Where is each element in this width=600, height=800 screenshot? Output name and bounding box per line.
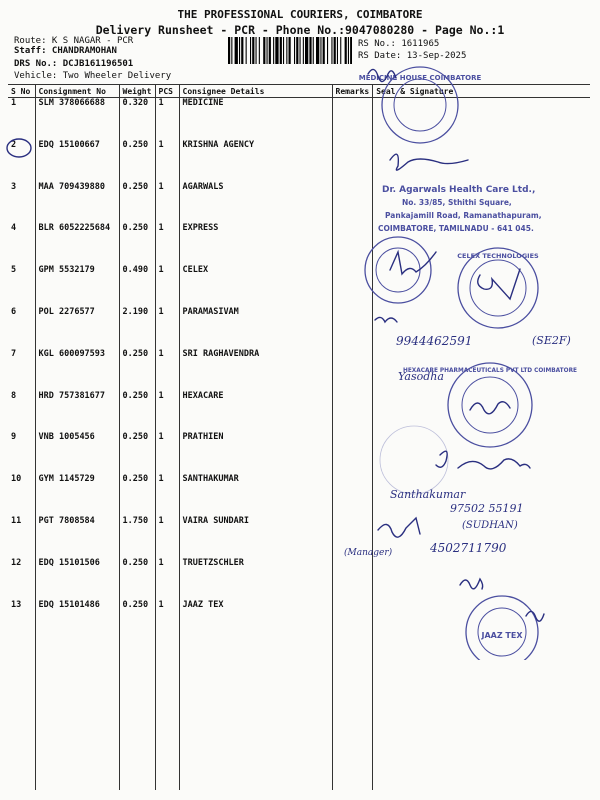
cell-sno: 12 xyxy=(8,558,35,600)
signature-row8 xyxy=(470,402,510,414)
cell-pcs: 1 xyxy=(155,140,179,182)
cell-weight: 1.750 xyxy=(119,516,155,558)
signature-row11 xyxy=(378,518,420,537)
celex-text: CELEX TECHNOLOGIES xyxy=(457,252,539,260)
signature-row6 xyxy=(375,317,397,322)
faint-stamp-row9 xyxy=(380,426,448,494)
rs-date: RS Date: 13-Sep-2025 xyxy=(358,51,467,61)
signatures-stamps xyxy=(330,60,600,660)
cell-consignee: SANTHAKUMAR xyxy=(179,474,332,516)
jaaz-tex-stamp xyxy=(466,596,538,660)
medicine-house-stamp xyxy=(359,67,482,143)
cell-consignee: JAAZ TEX xyxy=(179,600,332,790)
cell-pcs: 1 xyxy=(155,600,179,790)
cell-consignment: GPM 5532179 xyxy=(35,265,119,307)
col-sno: S No xyxy=(8,85,35,98)
signature-row4 xyxy=(390,252,436,274)
celex-stamp xyxy=(457,248,539,328)
svg-text:COIMBATORE, TAMILNADU - 641 04: COIMBATORE, TAMILNADU - 641 045. xyxy=(378,224,534,233)
cell-consignee: PRATHIEN xyxy=(179,432,332,474)
cell-pcs: 1 xyxy=(155,516,179,558)
col-remarks: Remarks xyxy=(332,85,373,98)
cell-consignee: TRUETZSCHLER xyxy=(179,558,332,600)
svg-text:Pankajamill Road, Ramanathapur: Pankajamill Road, Ramanathapuram, xyxy=(385,211,542,220)
cell-weight: 0.250 xyxy=(119,558,155,600)
cell-sno: 13 xyxy=(8,600,35,790)
cell-weight: 0.250 xyxy=(119,600,155,790)
cell-pcs: 1 xyxy=(155,391,179,433)
cell-consignee: SRI RAGHAVENDRA xyxy=(179,349,332,391)
name-row7: Yasodha xyxy=(398,370,444,383)
cell-sno: 4 xyxy=(8,223,35,265)
jaaz-text: JAAZ TEX xyxy=(481,631,523,640)
cell-sno: 11 xyxy=(8,516,35,558)
cell-sno: 8 xyxy=(8,391,35,433)
cell-pcs: 1 xyxy=(155,349,179,391)
cell-sno: 5 xyxy=(8,265,35,307)
cell-pcs: 1 xyxy=(155,223,179,265)
svg-text:No. 33/85, Sthithi Square,: No. 33/85, Sthithi Square, xyxy=(402,198,512,207)
cell-pcs: 1 xyxy=(155,474,179,516)
cell-sno: 6 xyxy=(8,307,35,349)
cell-pcs: 1 xyxy=(155,307,179,349)
name-row10: Santhakumar xyxy=(390,488,466,501)
col-seal: Seal & Signature xyxy=(373,85,590,98)
cell-sno: 1 xyxy=(8,98,35,140)
code-row6: (SE2F) xyxy=(532,334,571,347)
signature-row13 xyxy=(526,611,544,621)
cell-pcs: 1 xyxy=(155,98,179,140)
svg-text:Dr. Agarwals Health Care Ltd.,: Dr. Agarwals Health Care Ltd., xyxy=(382,185,536,195)
signature-row9 xyxy=(436,451,530,469)
cell-weight: 0.250 xyxy=(119,140,155,182)
runsheet-title: Delivery Runsheet - PCR - Phone No.:9047080280 - Page No.:1 xyxy=(95,23,505,37)
cell-weight: 0.250 xyxy=(119,223,155,265)
cell-weight: 2.190 xyxy=(119,307,155,349)
cell-consignment: MAA 709439880 xyxy=(35,182,119,224)
phone-row10: 97502 55191 xyxy=(450,502,524,515)
cell-consignment: GYM 1145729 xyxy=(35,474,119,516)
cell-pcs: 1 xyxy=(155,265,179,307)
cell-weight: 0.320 xyxy=(119,98,155,140)
cell-consignment: VNB 1005456 xyxy=(35,432,119,474)
vehicle-label: Vehicle: Two Wheeler Delivery xyxy=(14,71,172,81)
signature-row5 xyxy=(478,269,520,299)
manager-label: (Manager) xyxy=(344,548,393,558)
col-consignment: Consignment No xyxy=(35,85,119,98)
cell-pcs: 1 xyxy=(155,558,179,600)
col-weight: Weight xyxy=(119,85,155,98)
cell-consignee: EXPRESS xyxy=(179,223,332,265)
express-stamp xyxy=(365,237,431,303)
cell-sno: 2 xyxy=(8,140,35,182)
cell-weight: 0.250 xyxy=(119,182,155,224)
cell-consignment: POL 2276577 xyxy=(35,307,119,349)
rs-number: RS No.: 1611965 xyxy=(358,39,440,49)
circle-mark-row2 xyxy=(4,136,34,160)
cell-sno: 9 xyxy=(8,432,35,474)
col-pcs: PCS xyxy=(155,85,179,98)
phone-row6: 9944462591 xyxy=(396,334,473,348)
cell-consignment: HRD 757381677 xyxy=(35,391,119,433)
cell-pcs: 1 xyxy=(155,182,179,224)
company-title: THE PROFESSIONAL COURIERS, COIMBATORE xyxy=(177,8,423,21)
cell-consignment: EDQ 15101506 xyxy=(35,558,119,600)
drs-label: DRS No.: DCJB161196501 xyxy=(14,59,134,69)
col-consignee: Consignee Details xyxy=(179,85,332,98)
cell-consignee: KRISHNA AGENCY xyxy=(179,140,332,182)
cell-consignment: EDQ 15101486 xyxy=(35,600,119,790)
cell-consignment: EDQ 15100667 xyxy=(35,140,119,182)
cell-weight: 0.250 xyxy=(119,349,155,391)
cell-weight: 0.250 xyxy=(119,432,155,474)
cell-consignee: HEXACARE xyxy=(179,391,332,433)
cell-consignment: PGT 7808584 xyxy=(35,516,119,558)
staff-label: Staff: CHANDRAMOHAN xyxy=(14,46,117,56)
cell-consignment: BLR 6052225684 xyxy=(35,223,119,265)
cell-weight: 0.490 xyxy=(119,265,155,307)
cell-sno: 10 xyxy=(8,474,35,516)
cell-sno: 7 xyxy=(8,349,35,391)
cell-pcs: 1 xyxy=(155,432,179,474)
cell-consignment: SLM 378066688 xyxy=(35,98,119,140)
cell-consignee: AGARWALS xyxy=(179,182,332,224)
cell-sno: 3 xyxy=(8,182,35,224)
cell-consignment: KGL 600097593 xyxy=(35,349,119,391)
medicine-house-text: MEDICINE HOUSE COIMBATORE xyxy=(358,74,482,82)
signature-row2 xyxy=(390,154,468,170)
route-label: Route: K S NAGAR - PCR xyxy=(14,36,134,46)
signature-row12 xyxy=(460,579,483,589)
agarwals-stamp xyxy=(378,185,542,233)
cell-consignee: CELEX xyxy=(179,265,332,307)
cell-weight: 0.250 xyxy=(119,391,155,433)
phone-row11: 4502711790 xyxy=(430,541,507,555)
cell-consignee: PARAMASIVAM xyxy=(179,307,332,349)
cell-weight: 0.250 xyxy=(119,474,155,516)
cell-consignee: VAIRA SUNDARI xyxy=(179,516,332,558)
cell-consignee: MEDICINE xyxy=(179,98,332,140)
hexacare-text: HEXACARE PHARMACEUTICALS PVT LTD COIMBATORE xyxy=(402,368,578,374)
sudhan-label: (SUDHAN) xyxy=(462,520,518,531)
